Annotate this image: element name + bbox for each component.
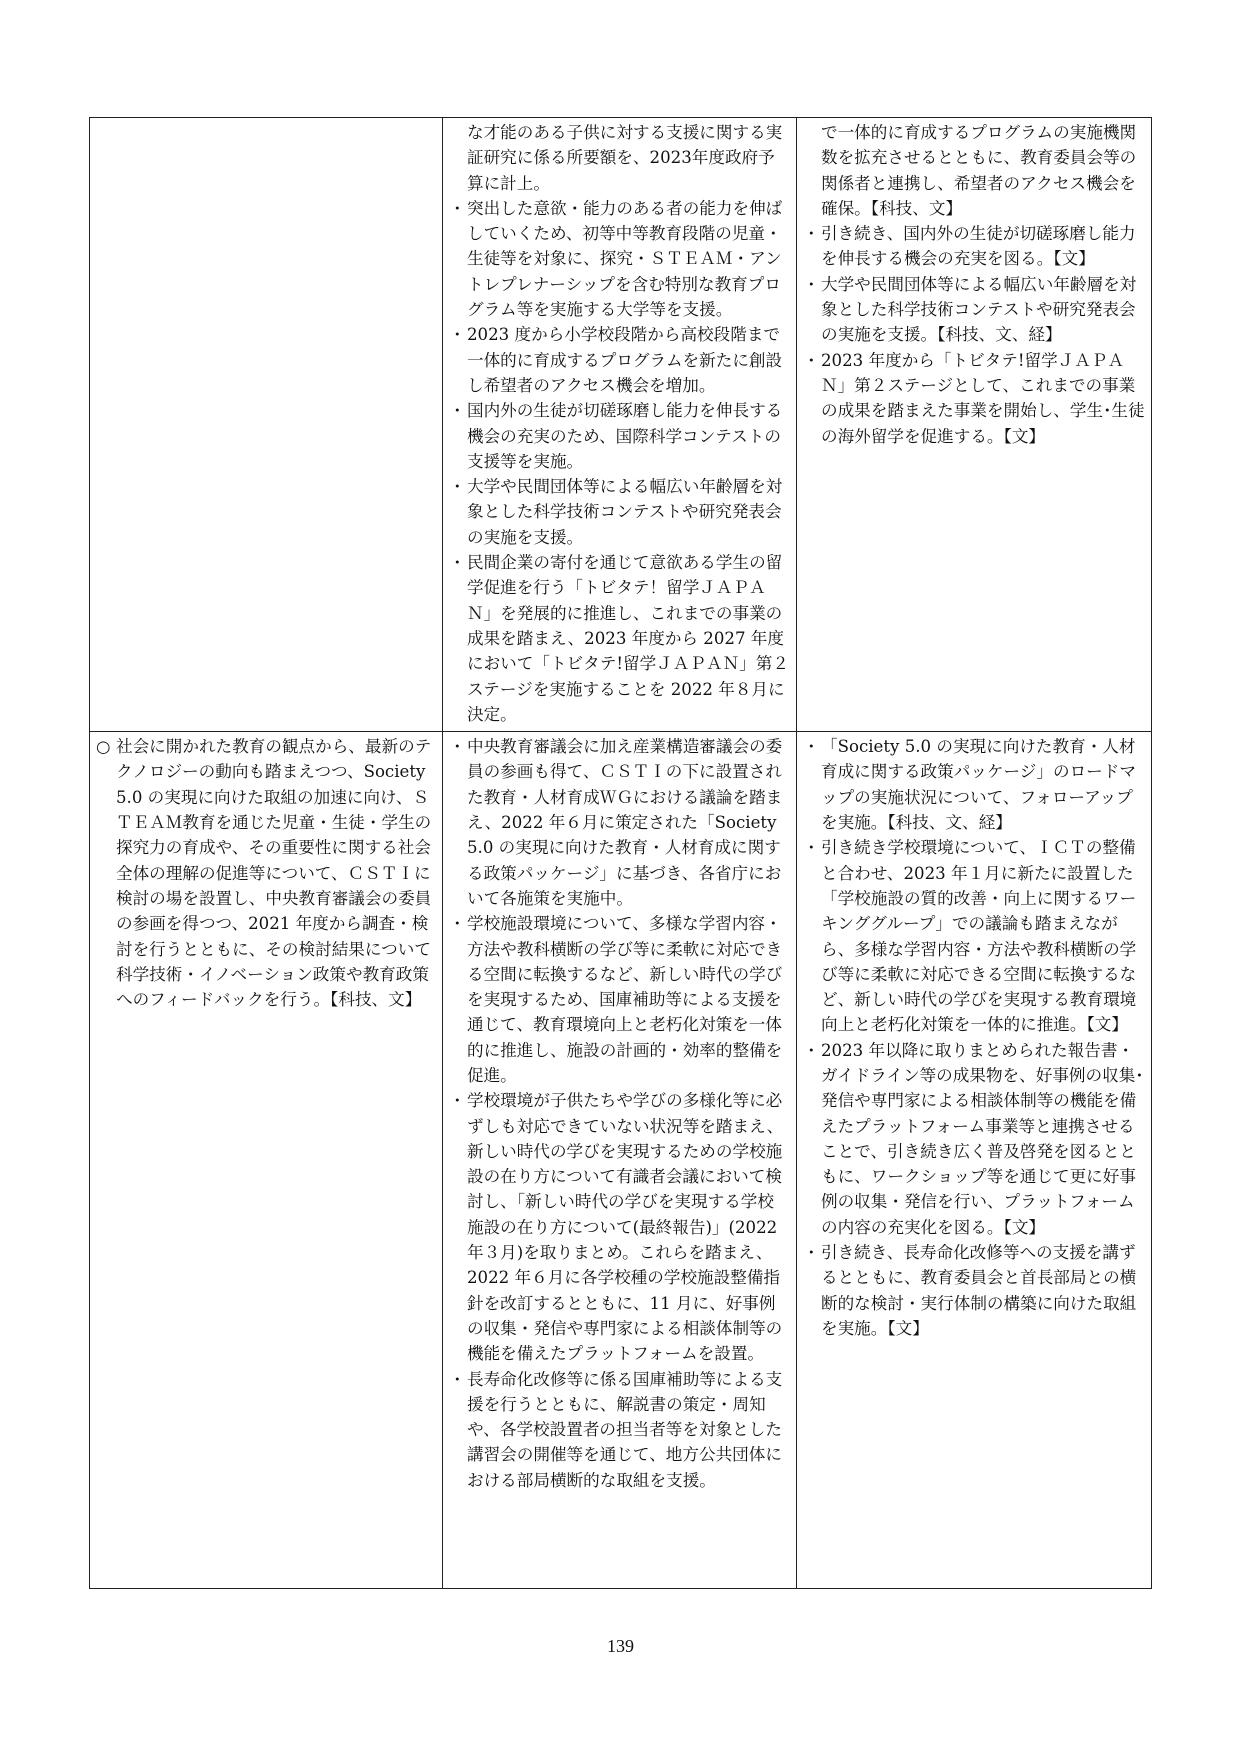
list-item-text: 2023 度から小学校段階から高校段階まで一体的に育成するプログラムを新たに創設し希望者のアクセス機会を増加。 bbox=[467, 325, 783, 395]
list-item bbox=[449, 550, 790, 727]
policy-table bbox=[89, 117, 1152, 1589]
bullet-mark: ・ bbox=[449, 401, 466, 421]
bullet-mark: ・ bbox=[803, 224, 820, 244]
list-item bbox=[803, 734, 1145, 835]
list-item bbox=[449, 1367, 790, 1493]
list-item bbox=[803, 221, 1145, 272]
bullet-mark: ・ bbox=[803, 737, 820, 757]
bullet-mark: ・ bbox=[449, 914, 466, 934]
list-item-text: 引き続き、長寿命化改修等への支援を講ずるとともに、教育委員会と首長部局との横断的な検討・実行体制の構築に向けた取組を実施。【文】 bbox=[821, 1243, 1137, 1338]
table-row bbox=[90, 732, 1152, 1589]
bullet-mark: ・ bbox=[449, 325, 466, 345]
bullet-mark: ・ bbox=[803, 274, 820, 294]
bullet-mark: ・ bbox=[803, 350, 820, 370]
list-item bbox=[449, 322, 790, 398]
list-item-text: 2023 年度から「トビタテ!留学ＪＡＰＡＮ」第２ステージとして、これまでの事業の成果を踏まえた事業を開始し、学生･生徒の海外留学を促進する。【文】 bbox=[821, 350, 1145, 446]
list-item-text: 学校施設環境について、多様な学習内容・方法や教科横断の学び等に柔軟に対応できる空間に転換するなど、新しい時代の学びを実現するため、国庫補助等による支援を通じて、教育環境向上と老朽化対策を一体的に推進し、施設の計画的・効率的整備を促進。 bbox=[467, 914, 783, 1085]
list-item bbox=[449, 398, 790, 474]
list-item-text: 長寿命化改修等に係る国庫補助等による支援を行うとともに、解説書の策定・周知や、各学校設置者の担当者等を対象とした講習会の開催等を通じて、地方公共団体における部局横断的な取組を支援。 bbox=[467, 1369, 783, 1490]
plan-cell bbox=[797, 732, 1152, 1589]
target-item bbox=[96, 734, 436, 1012]
list-item bbox=[449, 196, 790, 322]
target-cell bbox=[90, 732, 443, 1589]
list-item-text: 民間企業の寄付を通じて意欲ある学生の留学促進を行う「トビタテ！留学ＪＡＰＡＮ」を発展的に推進し、これまでの事業の成果を踏まえ、2023 年度から 2027 年度において「トビタテ!留学ＪＡＰＡＮ」第２ステージを実施することを 2022 年８月に決定。 bbox=[467, 553, 789, 724]
bullet-mark: ・ bbox=[449, 198, 466, 218]
progress-cell bbox=[443, 732, 797, 1589]
list-item bbox=[803, 272, 1145, 348]
page-number: 139 bbox=[607, 1636, 634, 1656]
continued-text: で一体的に育成するプログラムの実施機関数を拡充させるとともに、教育委員会等の関係者と連携し、希望者のアクセス機会を確保。【科技、文】 bbox=[821, 123, 1137, 218]
list-item bbox=[449, 734, 790, 911]
target-text: 社会に開かれた教育の観点から、最新のテクノロジーの動向も踏まえつつ、Society 5.0 の実現に向けた取組の加速に向け、ＳＴＥＡＭ教育を通じた児童・生徒・学生の探究力の育成や、その重要性に関する社会全体の理解の促進等について、ＣＳＴＩに検討の場を設置し、中央教育審議会の委員の参画を得つつ、2021 年度から調査・検討を行うとともに、その検討結果について科学技術・イノベーション政策や教育政策へのフィードバックを行う。【科技、文】 bbox=[116, 737, 432, 1010]
list-item-text: 国内外の生徒が切磋琢磨し能力を伸長する機会の充実のため、国際科学コンテストの支援等を実施。 bbox=[467, 401, 783, 471]
list-item bbox=[803, 1240, 1145, 1341]
list-item-text: 学校環境が子供たちや学びの多様化等に必ずしも対応できていない状況等を踏まえ、新しい時代の学びを実現するための学校施設の在り方について有識者会議において検討し、「新しい時代の学びを実現する学校施設の在り方について(最終報告)」(2022 年３月)を取りまとめ。これらを踏まえ、2022 年６月に各学校種の学校施設整備指針を改訂するとともに、11 月に、好事例の収集・発信や専門家による相談体制等の機能を備えたプラットフォームを設置。 bbox=[467, 1091, 784, 1364]
list-item bbox=[803, 835, 1145, 1037]
plan-cell bbox=[797, 118, 1152, 732]
list-item-text: 2023 年以降に取りまとめられた報告書・ガイドライン等の成果物を、好事例の収集･発信や専門家による相談体制等の機能を備えたプラットフォーム事業等と連携させることで、引き続き広く普及啓発を図るとともに、ワークショップ等を通じて更に好事例の収集・発信を行い、プラットフォームの内容の充実化を図る。【文】 bbox=[821, 1040, 1144, 1237]
bullet-mark: ・ bbox=[449, 1369, 466, 1389]
bullet-mark: ・ bbox=[449, 737, 466, 757]
bullet-mark: ・ bbox=[803, 838, 820, 858]
list-item bbox=[803, 1038, 1145, 1240]
list-item bbox=[803, 348, 1145, 449]
circle-mark: ○ bbox=[96, 737, 111, 757]
target-cell bbox=[90, 118, 443, 732]
table-row bbox=[90, 118, 1152, 732]
list-item bbox=[449, 911, 790, 1088]
list-item-text: 引き続き学校環境について、ＩＣＴの整備と合わせ、2023 年１月に新たに設置した「学校施設の質的改善・向上に関するワーキンググループ」での議論も踏まえながら、多様な学習内容・方法や教科横断の学び等に柔軟に対応できる空間に転換するなど、新しい時代の学びを実現する教育環境向上と老朽化対策を一体的に推進。【文】 bbox=[821, 838, 1137, 1035]
bullet-mark: ・ bbox=[803, 1040, 820, 1060]
list-item bbox=[449, 474, 790, 550]
list-item-text: 「Society 5.0 の実現に向けた教育・人材育成に関する政策パッケージ」のロードマップの実施状況について、フォローアップを実施。【科技、文、経】 bbox=[821, 737, 1136, 833]
list-item bbox=[449, 1088, 790, 1366]
bullet-mark: ・ bbox=[449, 553, 466, 573]
continued-text: な才能のある子供に対する支援に関する実証研究に係る所要額を、2023年度政府予算に計上。 bbox=[467, 123, 783, 193]
bullet-mark: ・ bbox=[803, 1243, 820, 1263]
bullet-mark: ・ bbox=[449, 1091, 466, 1111]
bullet-mark: ・ bbox=[449, 477, 466, 497]
list-item-text: 中央教育審議会に加え産業構造審議会の委員の参画も得て、ＣＳＴＩの下に設置された教育・人材育成ＷＧにおける議論を踏まえ、2022 年６月に策定された「Society 5.0 の実現に向けた教育・人材育成に関する政策パッケージ」に基づき、各省庁において各施策を実施中。 bbox=[467, 737, 783, 908]
list-item-text: 大学や民間団体等による幅広い年齢層を対象とした科学技術コンテストや研究発表会の実施を支援。 bbox=[467, 477, 783, 547]
list-item-text: 大学や民間団体等による幅広い年齢層を対象とした科学技術コンテストや研究発表会の実施を支援。【科技、文、経】 bbox=[821, 274, 1137, 345]
list-item-text: 突出した意欲・能力のある者の能力を伸ばしていくため、初等中等教育段階の児童・生徒等を対象に、探究・ＳＴＥＡＭ・アントレプレナーシップを含む特別な教育プログラム等を実施する大学等を支援。 bbox=[467, 198, 783, 320]
progress-cell bbox=[443, 118, 797, 732]
list-item-text: 引き続き、国内外の生徒が切磋琢磨し能力を伸長する機会の充実を図る。【文】 bbox=[821, 224, 1136, 269]
